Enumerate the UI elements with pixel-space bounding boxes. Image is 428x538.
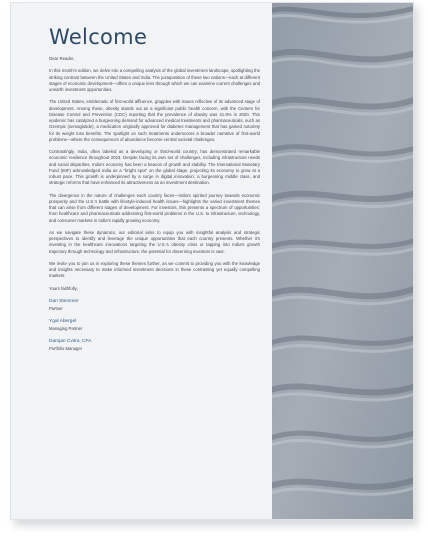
closing: Yours faithfully, <box>49 285 78 291</box>
signatory-name: Damjan Cvitra, CFA <box>49 338 92 344</box>
page-title: Welcome <box>49 25 148 49</box>
paragraph: The United States, emblematic of first-world affluence, grapples with issues reflective of its advanced stage of development. Among these, obesity stands out as a significant public health concern, with the Centers for Disease Control and Prevention (CDC) reporting that the prevalence of obesity was 41.9% in 2020. This epidemic has catalyzed a burgeoning demand for advanced medical treatments and pharmaceuticals, such as Ozempic (semaglutide), a medication originally approved for diabetes management that has gained notoriety for its weight loss benefits. The spotlight on such treatments underscores a broader narrative of first-world problems—where the consequences of abundance become central societal challenges. <box>49 99 260 142</box>
signatory-role: Portfolio Manager <box>49 345 83 351</box>
sand-ripple-image <box>272 3 414 519</box>
letter-page <box>10 2 414 520</box>
salutation: Dear Reader, <box>49 56 75 61</box>
signatory <box>49 339 260 352</box>
signatory-role: Partner <box>49 305 63 311</box>
signatory-role: Managing Partner <box>49 325 83 331</box>
signatory <box>49 299 260 312</box>
paragraph: As we navigate these dynamics, our editorial aims to equip you with insightful analysis and strategic perspectives to identify and leverage the unique opportunities that each country presents. Whether it's investing in the healthcare innovations targeting the U.S.'s obesity crisis or tapping into India's growth trajectory through technology and infrastructure, the potential for discerning investors is vast. <box>49 229 260 254</box>
paragraph: In this month's edition, we delve into a compelling analysis of the global investment landscape, spotlighting the striking contrast between the United States and India. The juxtaposition of these two nations—each at different stages of economic development—offers a unique lens through which we can examine current challenges and unearth investment opportunities. <box>49 68 260 92</box>
paragraph: The divergence in the nature of challenges each country faces—India's spirited journey towards economic prosperity and the U.S.'s battle with lifestyle-induced health issues—highlights the varied investment themes that can arise from different stages of development. For investors, this presents a spectrum of opportunities: from healthcare and pharmaceuticals addressing first-world problems in the U.S. to infrastructure, technology, and consumer markets in India's rapidly growing economy. <box>49 192 260 223</box>
sand-dune-photo <box>272 3 414 519</box>
letter-body <box>11 3 272 519</box>
signatory-name: Ygal Abergel <box>49 318 77 324</box>
paragraph: Contrastingly, India, often labeled as a developing or third-world country, has demonstrated remarkable economic resilience throughout 2023. Despite facing its own set of challenges, including infrastructure needs and social disparities, India's economy has been a beacon of growth and stability. The International Monetary Fund (IMF) acknowledged India as a "bright spot" on the global stage, projecting its economy to grow at a robust pace. This growth is underpinned by a surge in digital innovation, a burgeoning middle class, and strategic reforms that have enhanced its attractiveness as an investment destination. <box>49 149 260 186</box>
paragraph: We invite you to join us in exploring these themes further, as we commit to providing you with the knowledge and insights necessary to make informed investment decisions in these contrasting yet equally compelling markets. <box>49 260 260 279</box>
signatory <box>49 319 260 332</box>
signatory-name: Dan Stemmer <box>49 298 79 304</box>
